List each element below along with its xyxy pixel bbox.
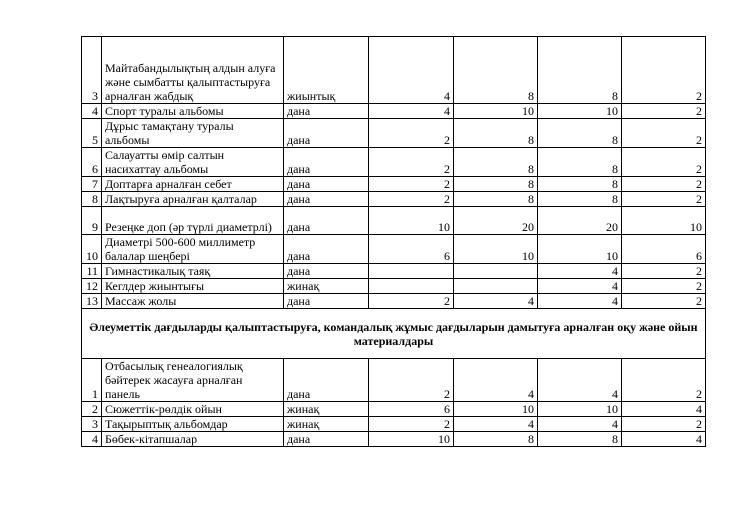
item-name: Дұрыс тамақтану туралы альбомы — [102, 119, 284, 148]
value-cell-1: 2 — [369, 417, 454, 432]
item-unit: дана — [284, 207, 369, 235]
item-name: Диаметрі 500-600 миллиметр балалар шеңбері — [102, 235, 284, 264]
value-cell-2: 20 — [454, 207, 538, 235]
item-name: Сюжеттік-рөлдік ойын — [102, 402, 284, 417]
value-cell-1: 2 — [369, 177, 454, 192]
value-cell-3: 8 — [538, 192, 622, 207]
row-number: 1 — [82, 359, 102, 402]
item-unit: дана — [284, 192, 369, 207]
value-cell-4: 4 — [622, 402, 706, 417]
row-number: 2 — [82, 402, 102, 417]
item-unit: дана — [284, 294, 369, 309]
value-cell-4: 6 — [622, 235, 706, 264]
value-cell-4: 2 — [622, 279, 706, 294]
table-section-2-header — [82, 309, 706, 359]
table-row — [82, 177, 706, 192]
value-cell-1: 4 — [369, 37, 454, 104]
row-number: 13 — [82, 294, 102, 309]
value-cell-1: 2 — [369, 148, 454, 177]
value-cell-4: 2 — [622, 359, 706, 402]
value-cell-3: 20 — [538, 207, 622, 235]
table-section-2 — [82, 359, 706, 447]
table-row — [82, 359, 706, 402]
item-unit: жинақ — [284, 402, 369, 417]
value-cell-2 — [454, 279, 538, 294]
value-cell-4: 2 — [622, 294, 706, 309]
row-number: 12 — [82, 279, 102, 294]
value-cell-3: 10 — [538, 402, 622, 417]
item-unit: дана — [284, 148, 369, 177]
item-name: Массаж жолы — [102, 294, 284, 309]
value-cell-2: 8 — [454, 432, 538, 447]
value-cell-3: 8 — [538, 37, 622, 104]
item-name: Кеглдер жиынтығы — [102, 279, 284, 294]
table-row — [82, 279, 706, 294]
value-cell-1 — [369, 264, 454, 279]
value-cell-4: 4 — [622, 432, 706, 447]
table-section-1 — [82, 37, 706, 309]
row-number: 9 — [82, 207, 102, 235]
value-cell-1: 6 — [369, 235, 454, 264]
item-name: Тақырыптық альбомдар — [102, 417, 284, 432]
value-cell-4: 2 — [622, 119, 706, 148]
row-number: 6 — [82, 148, 102, 177]
row-number: 7 — [82, 177, 102, 192]
item-unit: дана — [284, 104, 369, 119]
value-cell-2 — [454, 264, 538, 279]
row-number: 8 — [82, 192, 102, 207]
value-cell-1: 2 — [369, 192, 454, 207]
value-cell-3: 8 — [538, 432, 622, 447]
table-row — [82, 264, 706, 279]
table-row — [82, 402, 706, 417]
value-cell-3: 4 — [538, 294, 622, 309]
value-cell-3: 8 — [538, 148, 622, 177]
item-unit: жинақ — [284, 279, 369, 294]
value-cell-1: 2 — [369, 119, 454, 148]
table-row — [82, 294, 706, 309]
item-name: Лақтыруға арналған қалталар — [102, 192, 284, 207]
value-cell-1 — [369, 279, 454, 294]
value-cell-1: 10 — [369, 207, 454, 235]
table-row — [82, 192, 706, 207]
table-row — [82, 148, 706, 177]
table-row — [82, 432, 706, 447]
table-row — [82, 417, 706, 432]
section-title-row — [82, 309, 706, 359]
equipment-table — [81, 36, 706, 447]
value-cell-1: 10 — [369, 432, 454, 447]
item-name: Салауатты өмір салтын насихаттау альбомы — [102, 148, 284, 177]
row-number: 3 — [82, 417, 102, 432]
value-cell-1: 4 — [369, 104, 454, 119]
row-number: 5 — [82, 119, 102, 148]
value-cell-3: 10 — [538, 235, 622, 264]
value-cell-3: 10 — [538, 104, 622, 119]
item-unit: жинақ — [284, 417, 369, 432]
value-cell-2: 8 — [454, 148, 538, 177]
value-cell-4: 2 — [622, 148, 706, 177]
item-unit: дана — [284, 119, 369, 148]
row-number: 4 — [82, 432, 102, 447]
row-number: 4 — [82, 104, 102, 119]
item-unit: дана — [284, 235, 369, 264]
value-cell-4: 2 — [622, 264, 706, 279]
item-name: Спорт туралы альбомы — [102, 104, 284, 119]
value-cell-2: 8 — [454, 192, 538, 207]
value-cell-2: 8 — [454, 119, 538, 148]
value-cell-3: 4 — [538, 359, 622, 402]
value-cell-4: 2 — [622, 177, 706, 192]
table-row — [82, 235, 706, 264]
row-number: 3 — [82, 37, 102, 104]
item-unit: дана — [284, 359, 369, 402]
value-cell-4: 2 — [622, 417, 706, 432]
item-name: Гимнастикалық таяқ — [102, 264, 284, 279]
value-cell-4: 10 — [622, 207, 706, 235]
value-cell-3: 4 — [538, 264, 622, 279]
table-row — [82, 207, 706, 235]
item-unit: дана — [284, 264, 369, 279]
section-title: Әлеуметтік дағдыларды қалыптастыруға, командалық жұмыс дағдыларын дамытуға арналған оқу және ойын материалдары — [82, 309, 706, 359]
value-cell-2: 10 — [454, 104, 538, 119]
item-unit: жиынтық — [284, 37, 369, 104]
value-cell-4: 2 — [622, 37, 706, 104]
item-name: Майтабандылықтың алдын алуға және сымбатты қалыптастыруға арналған жабдық — [102, 37, 284, 104]
table-row — [82, 104, 706, 119]
value-cell-3: 4 — [538, 417, 622, 432]
value-cell-2: 4 — [454, 417, 538, 432]
value-cell-3: 8 — [538, 119, 622, 148]
item-unit: дана — [284, 432, 369, 447]
value-cell-2: 8 — [454, 37, 538, 104]
value-cell-2: 4 — [454, 294, 538, 309]
item-name: Бөбек-кітапшалар — [102, 432, 284, 447]
row-number: 10 — [82, 235, 102, 264]
table-row — [82, 119, 706, 148]
row-number: 11 — [82, 264, 102, 279]
value-cell-3: 8 — [538, 177, 622, 192]
item-name: Резеңке доп (әр түрлі диаметрлі) — [102, 207, 284, 235]
value-cell-1: 2 — [369, 294, 454, 309]
item-name: Отбасылық генеалогиялық бәйтерек жасауға арналған панель — [102, 359, 284, 402]
value-cell-1: 2 — [369, 359, 454, 402]
table-row — [82, 37, 706, 104]
value-cell-1: 6 — [369, 402, 454, 417]
value-cell-2: 10 — [454, 235, 538, 264]
value-cell-2: 10 — [454, 402, 538, 417]
value-cell-3: 4 — [538, 279, 622, 294]
item-unit: дана — [284, 177, 369, 192]
value-cell-4: 2 — [622, 192, 706, 207]
item-name: Доптарға арналған себет — [102, 177, 284, 192]
value-cell-2: 4 — [454, 359, 538, 402]
value-cell-2: 8 — [454, 177, 538, 192]
value-cell-4: 2 — [622, 104, 706, 119]
